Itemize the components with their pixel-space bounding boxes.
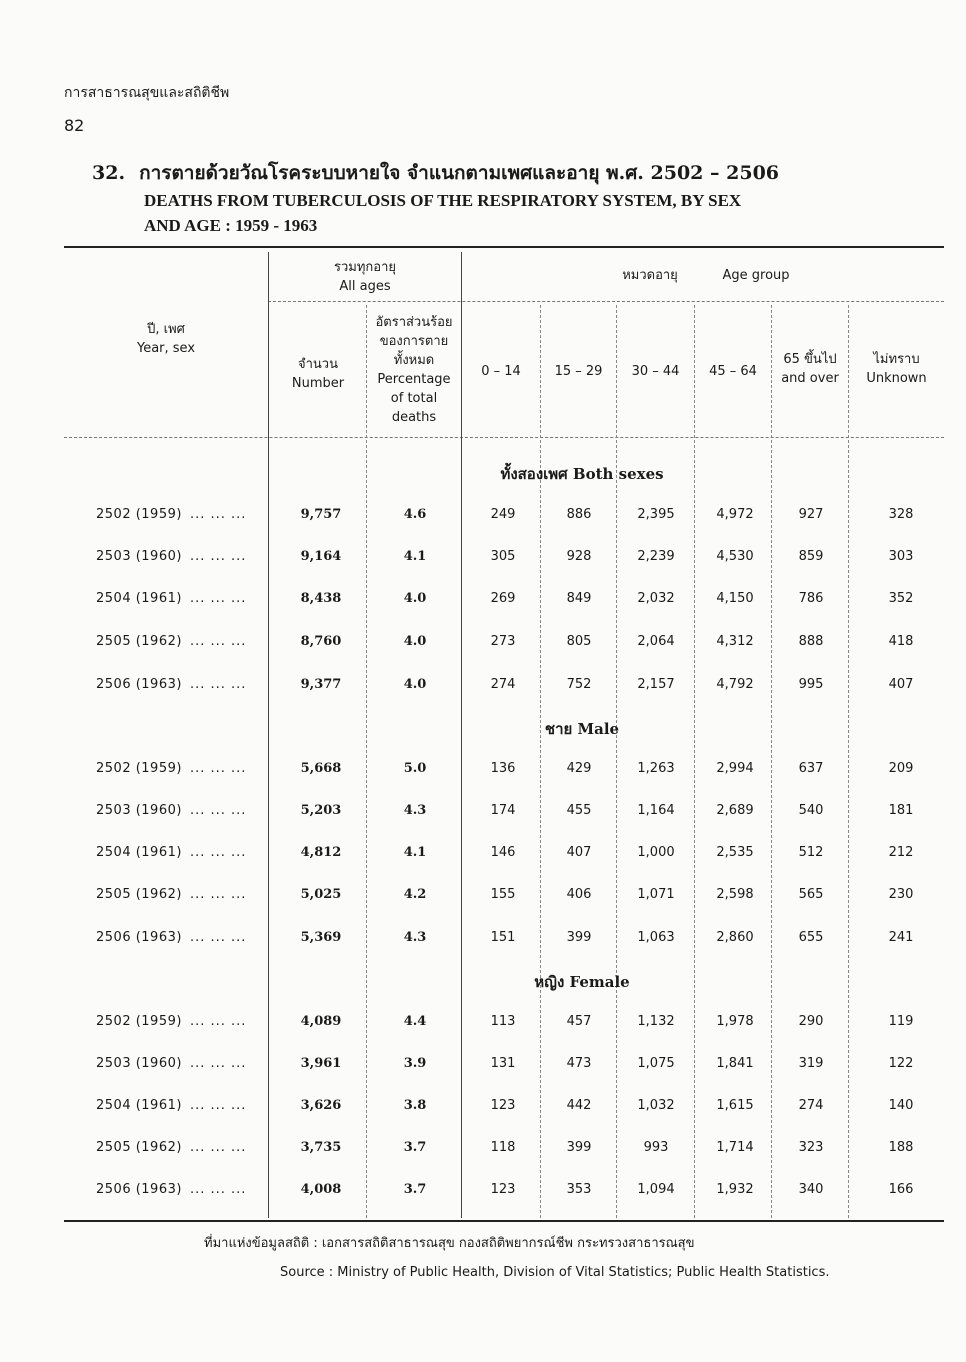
header-sub-rule	[268, 301, 944, 302]
age-30-44-cell: 1,263	[637, 761, 675, 776]
age-30-44-cell: 2,239	[637, 549, 675, 564]
year-cell	[96, 1053, 266, 1075]
age-45-64-cell: 2,994	[716, 761, 754, 776]
year-cell	[96, 800, 266, 822]
table-title	[92, 158, 892, 238]
age-30-44-cell: 1,075	[637, 1056, 675, 1071]
section-title-male: ชาย Male	[544, 720, 620, 738]
age-45-64-cell: 4,972	[716, 507, 754, 522]
age-15-29-cell: 399	[566, 1140, 592, 1155]
header-year-sex-thai: ปี, เพศ	[147, 322, 185, 337]
number-cell: 9,757	[300, 507, 342, 522]
age-65-over-cell: 319	[798, 1056, 824, 1071]
number-cell: 3,735	[300, 1140, 342, 1155]
age-0-14-cell: 136	[490, 761, 516, 776]
age-45-64-cell: 1,841	[716, 1056, 754, 1071]
age-15-29-cell: 849	[566, 591, 592, 606]
age-45-64-cell: 2,860	[716, 930, 754, 945]
age-0-14-cell: 151	[490, 930, 516, 945]
percentage-cell: 5.0	[403, 761, 427, 776]
number-cell: 3,961	[300, 1056, 342, 1071]
source-english: Source : Ministry of Public Health, Division of Vital Statistics; Public Health Statistics.	[280, 1265, 830, 1280]
age-30-44-cell: 2,064	[637, 634, 675, 649]
year-label: 2505 (1962)	[96, 887, 182, 902]
number-cell: 9,164	[300, 549, 342, 564]
leader-dots: ... ... ...	[189, 549, 247, 564]
age-unknown-cell: 119	[888, 1014, 914, 1029]
leader-dots: ... ... ...	[189, 634, 247, 649]
age-65-over-cell: 655	[798, 930, 824, 945]
age-45-64-cell: 2,598	[716, 887, 754, 902]
age-unknown-cell: 303	[888, 549, 914, 564]
age-0-14-cell: 123	[490, 1098, 516, 1113]
header-unknown	[849, 350, 944, 388]
age-15-29-cell: 399	[566, 930, 592, 945]
percentage-cell: 4.2	[403, 887, 427, 902]
age-15-29-cell: 805	[566, 634, 592, 649]
header-age65-english: and over	[781, 371, 839, 386]
number-cell: 4,089	[300, 1014, 342, 1029]
source-note	[200, 1232, 920, 1280]
leader-dots: ... ... ...	[189, 1140, 247, 1155]
age-65-over-cell: 512	[798, 845, 824, 860]
age-0-14-cell: 123	[490, 1182, 516, 1197]
leader-dots: ... ... ...	[189, 591, 247, 606]
year-label: 2506 (1963)	[96, 1182, 182, 1197]
year-label: 2506 (1963)	[96, 930, 182, 945]
age-30-44-cell: 1,000	[637, 845, 675, 860]
number-cell: 5,668	[300, 761, 342, 776]
age-65-over-cell: 340	[798, 1182, 824, 1197]
header-number	[270, 355, 366, 393]
age-65-over-cell: 786	[798, 591, 824, 606]
leader-dots: ... ... ...	[189, 1098, 247, 1113]
table-row	[0, 546, 966, 568]
year-cell	[96, 1179, 266, 1201]
age-45-64-cell: 4,530	[716, 549, 754, 564]
age-45-64-cell: 1,932	[716, 1182, 754, 1197]
year-cell	[96, 674, 266, 696]
number-cell: 4,008	[300, 1182, 342, 1197]
age-65-over-cell: 859	[798, 549, 824, 564]
header-unknown-thai: ไม่ทราบ	[873, 352, 920, 367]
header-age-45-64: 45 – 64	[709, 364, 757, 379]
age-65-over-cell: 540	[798, 803, 824, 818]
table-row	[0, 674, 966, 696]
age-65-over-cell: 927	[798, 507, 824, 522]
age-0-14-cell: 274	[490, 677, 516, 692]
age-30-44-cell: 1,132	[637, 1014, 675, 1029]
age-15-29-cell: 457	[566, 1014, 592, 1029]
age-unknown-cell: 209	[888, 761, 914, 776]
age-unknown-cell: 166	[888, 1182, 914, 1197]
leader-dots: ... ... ...	[189, 930, 247, 945]
number-cell: 3,626	[300, 1098, 342, 1113]
age-0-14-cell: 113	[490, 1014, 516, 1029]
age-45-64-cell: 1,978	[716, 1014, 754, 1029]
page-number: 82	[64, 116, 85, 135]
age-45-64-cell: 1,714	[716, 1140, 754, 1155]
year-label: 2503 (1960)	[96, 803, 182, 818]
header-number-english: Number	[291, 376, 345, 391]
year-cell	[96, 1137, 266, 1159]
year-cell	[96, 842, 266, 864]
header-age-30-44: 30 – 44	[631, 364, 680, 379]
header-pct-thai-1: อัตราส่วนร้อย	[375, 315, 453, 330]
age-unknown-cell: 122	[888, 1056, 914, 1071]
age-65-over-cell: 290	[798, 1014, 824, 1029]
table-row	[0, 884, 966, 906]
section-title-female: หญิง Female	[534, 973, 630, 991]
age-45-64-cell: 2,689	[716, 803, 754, 818]
age-65-over-cell: 274	[798, 1098, 824, 1113]
percentage-cell: 3.9	[403, 1056, 427, 1071]
number-cell: 9,377	[300, 677, 342, 692]
table-row	[0, 842, 966, 864]
age-65-over-cell: 995	[798, 677, 824, 692]
age-30-44-cell: 1,063	[637, 930, 675, 945]
year-label: 2503 (1960)	[96, 549, 182, 564]
table-bottom-rule	[64, 1220, 944, 1222]
year-label: 2505 (1962)	[96, 634, 182, 649]
header-age-15-29: 15 – 29	[554, 364, 603, 379]
age-15-29-cell: 407	[566, 845, 592, 860]
table-row	[0, 1095, 966, 1117]
table-row	[0, 504, 966, 526]
year-label: 2504 (1961)	[96, 1098, 182, 1113]
age-45-64-cell: 1,615	[716, 1098, 754, 1113]
year-cell	[96, 758, 266, 780]
table-row	[0, 758, 966, 780]
age-65-over-cell: 323	[798, 1140, 824, 1155]
header-number-thai: จำนวน	[298, 357, 338, 372]
table-top-rule	[64, 246, 944, 248]
table-row	[0, 1011, 966, 1033]
age-unknown-cell: 230	[888, 887, 914, 902]
table-row	[0, 800, 966, 822]
header-all-ages	[270, 258, 460, 296]
percentage-cell: 4.4	[403, 1014, 427, 1029]
leader-dots: ... ... ...	[189, 677, 247, 692]
age-0-14-cell: 146	[490, 845, 516, 860]
age-15-29-cell: 353	[566, 1182, 592, 1197]
table-number: 32.	[92, 162, 126, 184]
age-unknown-cell: 418	[888, 634, 914, 649]
year-cell	[96, 927, 266, 949]
leader-dots: ... ... ...	[189, 1182, 247, 1197]
header-pct-thai-3: ทั้งหมด	[393, 353, 435, 368]
percentage-cell: 4.1	[403, 549, 427, 564]
age-15-29-cell: 406	[566, 887, 592, 902]
age-unknown-cell: 352	[888, 591, 914, 606]
age-30-44-cell: 1,094	[637, 1182, 675, 1197]
number-cell: 8,760	[300, 634, 342, 649]
age-unknown-cell: 328	[888, 507, 914, 522]
age-15-29-cell: 928	[566, 549, 592, 564]
year-label: 2506 (1963)	[96, 677, 182, 692]
percentage-cell: 4.3	[403, 930, 427, 945]
age-15-29-cell: 473	[566, 1056, 592, 1071]
year-label: 2503 (1960)	[96, 1056, 182, 1071]
year-label: 2505 (1962)	[96, 1140, 182, 1155]
age-unknown-cell: 140	[888, 1098, 914, 1113]
age-0-14-cell: 118	[490, 1140, 516, 1155]
year-cell	[96, 631, 266, 653]
age-45-64-cell: 4,792	[716, 677, 754, 692]
percentage-cell: 4.6	[403, 507, 427, 522]
age-15-29-cell: 455	[566, 803, 592, 818]
age-30-44-cell: 1,071	[637, 887, 675, 902]
year-cell	[96, 884, 266, 906]
header-age65-thai: 65 ขึ้นไป	[783, 352, 837, 367]
title-english-line-1: DEATHS FROM TUBERCULOSIS OF THE RESPIRATORY SYSTEM, BY SEX	[144, 191, 742, 210]
percentage-cell: 4.1	[403, 845, 427, 860]
age-45-64-cell: 4,150	[716, 591, 754, 606]
age-30-44-cell: 1,032	[637, 1098, 675, 1113]
age-30-44-cell: 1,164	[637, 803, 675, 818]
year-cell	[96, 1095, 266, 1117]
number-cell: 5,369	[300, 930, 342, 945]
table-row	[0, 927, 966, 949]
leader-dots: ... ... ...	[189, 507, 247, 522]
header-age-group-english: Age group	[722, 268, 790, 283]
leader-dots: ... ... ...	[189, 761, 247, 776]
age-unknown-cell: 212	[888, 845, 914, 860]
year-cell	[96, 504, 266, 526]
table-row	[0, 1179, 966, 1201]
age-0-14-cell: 249	[490, 507, 516, 522]
age-0-14-cell: 155	[490, 887, 516, 902]
age-15-29-cell: 752	[566, 677, 592, 692]
header-unknown-english: Unknown	[866, 371, 927, 386]
year-cell	[96, 546, 266, 568]
leader-dots: ... ... ...	[189, 887, 247, 902]
section-title-both-sexes: ทั้งสองเพศ Both sexes	[500, 465, 664, 483]
header-pct-thai-2: ของการตาย	[379, 334, 449, 349]
table-row	[0, 1137, 966, 1159]
leader-dots: ... ... ...	[189, 1014, 247, 1029]
age-unknown-cell: 181	[888, 803, 914, 818]
age-65-over-cell: 565	[798, 887, 824, 902]
percentage-cell: 3.7	[403, 1140, 427, 1155]
percentage-cell: 4.0	[403, 591, 427, 606]
number-cell: 4,812	[300, 845, 342, 860]
age-0-14-cell: 131	[490, 1056, 516, 1071]
header-year-sex	[64, 320, 268, 358]
leader-dots: ... ... ...	[189, 803, 247, 818]
age-15-29-cell: 442	[566, 1098, 592, 1113]
leader-dots: ... ... ...	[189, 845, 247, 860]
year-cell	[96, 588, 266, 610]
age-15-29-cell: 429	[566, 761, 592, 776]
age-30-44-cell: 2,395	[637, 507, 675, 522]
header-bottom-rule	[64, 437, 944, 438]
year-cell	[96, 1011, 266, 1033]
age-30-44-cell: 993	[643, 1140, 669, 1155]
percentage-cell: 4.3	[403, 803, 427, 818]
percentage-cell: 3.8	[403, 1098, 427, 1113]
age-65-over-cell: 637	[798, 761, 824, 776]
header-age-0-14: 0 – 14	[481, 364, 521, 379]
age-unknown-cell: 407	[888, 677, 914, 692]
header-age-group-thai: หมวดอายุ	[622, 268, 678, 283]
header-age-65-over	[772, 350, 848, 388]
year-label: 2502 (1959)	[96, 1014, 182, 1029]
table-row	[0, 631, 966, 653]
age-45-64-cell: 4,312	[716, 634, 754, 649]
year-label: 2504 (1961)	[96, 845, 182, 860]
header-pct-english-1: Percentage	[377, 372, 451, 387]
age-30-44-cell: 2,157	[637, 677, 675, 692]
number-cell: 8,438	[300, 591, 342, 606]
number-cell: 5,203	[300, 803, 342, 818]
number-cell: 5,025	[300, 887, 342, 902]
header-year-sex-english: Year, sex	[136, 341, 196, 356]
title-thai-line	[92, 158, 892, 188]
source-thai: ที่มาแห่งข้อมูลสถิติ : เอกสารสถิติสาธารณสุข กองสถิติพยากรณ์ชีพ กระทรวงสาธารณสุข	[204, 1236, 695, 1251]
running-header: การสาธารณสุขและสถิติชีพ	[64, 85, 230, 101]
header-pct-english-2: of total	[390, 391, 438, 406]
header-percentage	[367, 313, 461, 427]
age-45-64-cell: 2,535	[716, 845, 754, 860]
title-thai: การตายด้วยวัณโรคระบบหายใจ จำแนกตามเพศและอายุ พ.ศ. 2502 – 2506	[139, 162, 780, 184]
header-all-ages-thai: รวมทุกอายุ	[333, 260, 397, 275]
age-15-29-cell: 886	[566, 507, 592, 522]
age-0-14-cell: 305	[490, 549, 516, 564]
header-all-ages-english: All ages	[339, 279, 391, 294]
table-row	[0, 1053, 966, 1075]
age-30-44-cell: 2,032	[637, 591, 675, 606]
year-label: 2502 (1959)	[96, 761, 182, 776]
table-row	[0, 588, 966, 610]
age-0-14-cell: 269	[490, 591, 516, 606]
percentage-cell: 4.0	[403, 677, 427, 692]
percentage-cell: 3.7	[403, 1182, 427, 1197]
age-0-14-cell: 273	[490, 634, 516, 649]
age-unknown-cell: 241	[888, 930, 914, 945]
year-label: 2502 (1959)	[96, 507, 182, 522]
age-65-over-cell: 888	[798, 634, 824, 649]
age-unknown-cell: 188	[888, 1140, 914, 1155]
age-0-14-cell: 174	[490, 803, 516, 818]
leader-dots: ... ... ...	[189, 1056, 247, 1071]
percentage-cell: 4.0	[403, 634, 427, 649]
title-english-line-2: AND AGE : 1959 - 1963	[144, 216, 318, 235]
header-pct-english-3: deaths	[391, 410, 437, 425]
year-label: 2504 (1961)	[96, 591, 182, 606]
